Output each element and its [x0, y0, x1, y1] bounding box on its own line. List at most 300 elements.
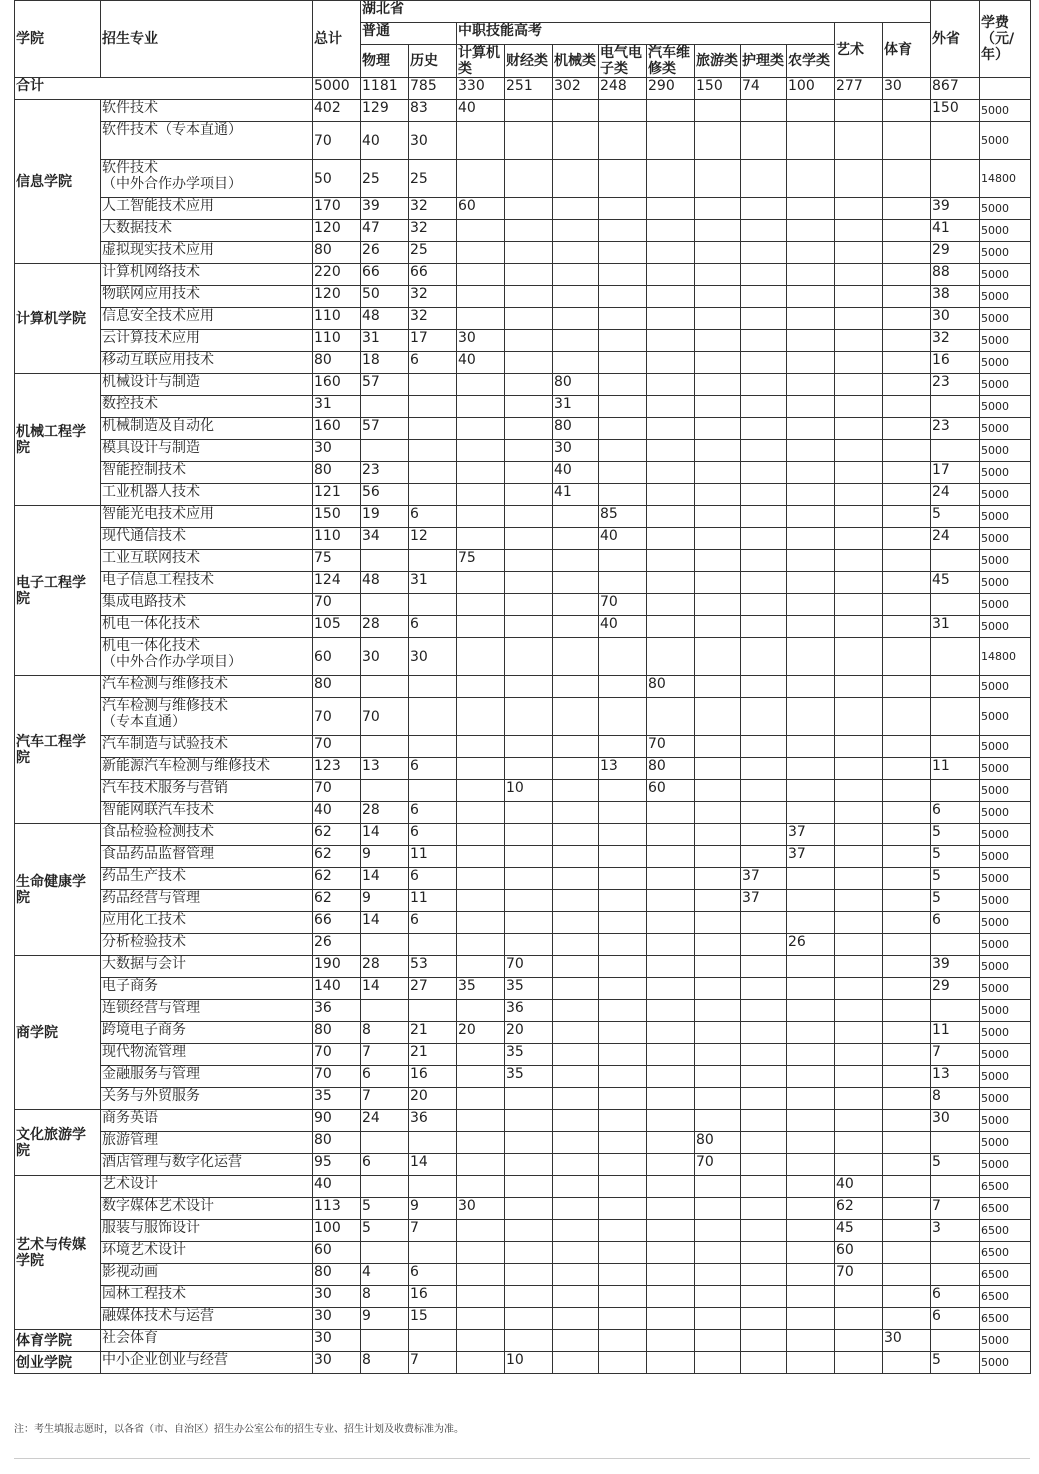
major-name: 汽车制造与试验技术 [102, 736, 228, 752]
quota-cell [505, 1110, 553, 1132]
major-cell [101, 934, 313, 956]
major-name: 机械设计与制造 [102, 374, 200, 390]
quota-cell: 19 [361, 506, 409, 528]
quota-cell [505, 1264, 553, 1286]
table-row [15, 1088, 1031, 1110]
quota-cell [787, 638, 835, 676]
quota-cell: 14 [361, 824, 409, 846]
quota-cell: 10 [505, 1352, 553, 1374]
table-row [15, 264, 1031, 286]
quota-cell [931, 736, 980, 758]
quota-cell [695, 352, 741, 374]
quota-cell [457, 1110, 505, 1132]
quota-cell [931, 934, 980, 956]
quota-cell [741, 440, 787, 462]
quota-cell [409, 736, 457, 758]
quota-cell [695, 758, 741, 780]
quota-cell: 30 [931, 1110, 980, 1132]
quota-cell [741, 736, 787, 758]
quota-cell [553, 1176, 599, 1198]
table-row [15, 1044, 1031, 1066]
table-row [15, 1022, 1031, 1044]
quota-cell [931, 122, 980, 160]
quota-cell: 14 [361, 868, 409, 890]
quota-cell: 23 [931, 418, 980, 440]
quota-cell [457, 462, 505, 484]
quota-cell [695, 528, 741, 550]
major-cell [101, 1220, 313, 1242]
quota-cell: 47 [361, 220, 409, 242]
quota-cell [741, 286, 787, 308]
quota-cell [599, 978, 647, 1000]
quota-cell [647, 1110, 695, 1132]
quota-cell: 40 [313, 1176, 361, 1198]
quota-cell: 30 [313, 1352, 361, 1374]
college-cell: 信息学院 [15, 100, 101, 264]
major-cell [101, 594, 313, 616]
quota-cell [883, 1132, 931, 1154]
major-name: 信息安全技术应用 [102, 308, 214, 324]
footnote: 注：考生填报志愿时，以各省（市、自治区）招生办公室公布的招生专业、招生计划及收费标准为准。 [14, 1424, 464, 1435]
quota-cell [741, 264, 787, 286]
quota-cell [883, 1044, 931, 1066]
quota-cell [741, 330, 787, 352]
quota-cell [599, 780, 647, 802]
quota-cell: 17 [931, 462, 980, 484]
quota-cell [553, 824, 599, 846]
totals-cell [980, 78, 1031, 100]
quota-cell: 5 [931, 506, 980, 528]
quota-cell [695, 1352, 741, 1374]
quota-cell [553, 572, 599, 594]
quota-cell [361, 1000, 409, 1022]
quota-cell [883, 374, 931, 396]
quota-cell [787, 1330, 835, 1352]
quota-cell [695, 198, 741, 220]
quota-cell [835, 220, 883, 242]
quota-cell [883, 676, 931, 698]
quota-cell [787, 1198, 835, 1220]
quota-cell [787, 1242, 835, 1264]
quota-cell [883, 264, 931, 286]
quota-cell [647, 330, 695, 352]
quota-cell [883, 868, 931, 890]
quota-cell [457, 616, 505, 638]
quota-cell: 80 [695, 1132, 741, 1154]
quota-cell [409, 374, 457, 396]
major-name: 云计算技术应用 [102, 330, 200, 346]
table-row [15, 912, 1031, 934]
quota-cell [835, 1022, 883, 1044]
quota-cell [553, 330, 599, 352]
major-cell [101, 676, 313, 698]
quota-cell [599, 286, 647, 308]
quota-cell [835, 802, 883, 824]
quota-cell: 7 [361, 1088, 409, 1110]
major-cell [101, 418, 313, 440]
major-name: 软件技术（专本直通） [102, 122, 242, 138]
major-name: 应用化工技术 [102, 912, 186, 928]
quota-cell [409, 1132, 457, 1154]
quota-cell [553, 160, 599, 198]
quota-cell [505, 638, 553, 676]
quota-cell [835, 824, 883, 846]
major-note: （中外合作办学项目） [102, 654, 242, 670]
quota-cell [695, 1308, 741, 1330]
quota-cell: 41 [931, 220, 980, 242]
quota-cell [787, 374, 835, 396]
quota-cell [505, 1308, 553, 1330]
quota-cell: 40 [553, 462, 599, 484]
quota-cell: 30 [313, 1308, 361, 1330]
quota-cell [787, 802, 835, 824]
quota-cell [457, 736, 505, 758]
quota-cell [647, 868, 695, 890]
major-cell [101, 1154, 313, 1176]
quota-cell [361, 550, 409, 572]
quota-cell: 5 [931, 1352, 980, 1374]
quota-cell: 24 [361, 1110, 409, 1132]
quota-cell: 110 [313, 330, 361, 352]
quota-cell [787, 122, 835, 160]
quota-cell [883, 220, 931, 242]
quota-cell [883, 594, 931, 616]
quota-cell [883, 934, 931, 956]
quota-cell [647, 1044, 695, 1066]
quota-cell [457, 1132, 505, 1154]
quota-cell [553, 912, 599, 934]
major-name: 集成电路技术 [102, 594, 186, 610]
header-vocational: 中职技能高考 [457, 23, 835, 45]
quota-cell [647, 1330, 695, 1352]
quota-cell [457, 374, 505, 396]
quota-cell: 10 [505, 780, 553, 802]
quota-cell [553, 868, 599, 890]
quota-cell: 11 [931, 1022, 980, 1044]
quota-cell [647, 978, 695, 1000]
quota-cell [741, 1066, 787, 1088]
quota-cell [883, 352, 931, 374]
quota-cell [409, 934, 457, 956]
quota-cell: 40 [313, 802, 361, 824]
quota-cell: 60 [835, 1242, 883, 1264]
quota-cell [883, 780, 931, 802]
quota-cell [553, 550, 599, 572]
quota-cell [409, 1330, 457, 1352]
major-cell [101, 912, 313, 934]
major-name: 机电一体化技术 [102, 638, 200, 654]
college-cell: 艺术与传媒学院 [15, 1176, 101, 1330]
quota-cell [741, 220, 787, 242]
quota-cell [787, 1088, 835, 1110]
quota-cell [787, 572, 835, 594]
quota-cell: 9 [361, 1308, 409, 1330]
major-name: 机械制造及自动化 [102, 418, 214, 434]
quota-cell [883, 638, 931, 676]
quota-cell [695, 220, 741, 242]
quota-cell [741, 122, 787, 160]
quota-cell: 70 [647, 736, 695, 758]
quota-cell [647, 286, 695, 308]
quota-cell [553, 780, 599, 802]
table-row [15, 1000, 1031, 1022]
quota-cell [599, 100, 647, 122]
quota-cell: 113 [313, 1198, 361, 1220]
fee-cell: 5000 [980, 506, 1031, 528]
quota-cell [457, 1154, 505, 1176]
quota-cell [553, 506, 599, 528]
quota-cell: 57 [361, 374, 409, 396]
table-row [15, 594, 1031, 616]
quota-cell: 18 [361, 352, 409, 374]
major-note: （专本直通） [102, 714, 186, 730]
table-row [15, 1220, 1031, 1242]
quota-cell [361, 594, 409, 616]
quota-cell [787, 1308, 835, 1330]
quota-cell [835, 846, 883, 868]
quota-cell [599, 550, 647, 572]
quota-cell [695, 572, 741, 594]
major-cell [101, 780, 313, 802]
quota-cell [695, 1330, 741, 1352]
major-cell [101, 1330, 313, 1352]
quota-cell [647, 802, 695, 824]
quota-cell [409, 1176, 457, 1198]
quota-cell [741, 912, 787, 934]
quota-cell [647, 308, 695, 330]
quota-cell: 50 [313, 160, 361, 198]
quota-cell [835, 698, 883, 736]
table-row [15, 1066, 1031, 1088]
major-cell [101, 286, 313, 308]
quota-cell: 95 [313, 1154, 361, 1176]
quota-cell [553, 676, 599, 698]
quota-cell [361, 676, 409, 698]
quota-cell [835, 1088, 883, 1110]
quota-cell [599, 572, 647, 594]
fee-cell: 5000 [980, 308, 1031, 330]
quota-cell [741, 780, 787, 802]
quota-cell [457, 1352, 505, 1374]
quota-cell [695, 100, 741, 122]
quota-cell: 32 [409, 198, 457, 220]
quota-cell [505, 1330, 553, 1352]
quota-cell [647, 1022, 695, 1044]
quota-cell [599, 308, 647, 330]
quota-cell [883, 242, 931, 264]
quota-cell: 121 [313, 484, 361, 506]
major-cell [101, 462, 313, 484]
college-cell: 文化旅游学院 [15, 1110, 101, 1176]
table-row [15, 220, 1031, 242]
quota-cell [409, 1000, 457, 1022]
quota-cell [883, 1242, 931, 1264]
quota-cell [599, 846, 647, 868]
quota-cell [361, 736, 409, 758]
totals-cell: 302 [553, 78, 599, 100]
quota-cell: 31 [553, 396, 599, 418]
quota-cell [599, 1110, 647, 1132]
quota-cell [741, 418, 787, 440]
divider [14, 1458, 1030, 1459]
quota-cell [647, 220, 695, 242]
major-name: 金融服务与管理 [102, 1066, 200, 1082]
fee-cell: 5000 [980, 676, 1031, 698]
quota-cell [835, 242, 883, 264]
quota-cell [695, 676, 741, 698]
quota-cell [457, 868, 505, 890]
major-cell [101, 1044, 313, 1066]
quota-cell [931, 698, 980, 736]
quota-cell [361, 780, 409, 802]
major-cell [101, 638, 313, 676]
quota-cell: 9 [409, 1198, 457, 1220]
fee-cell: 5000 [980, 736, 1031, 758]
table-row [15, 1198, 1031, 1220]
quota-cell [741, 1220, 787, 1242]
quota-cell: 6 [361, 1154, 409, 1176]
quota-cell: 6 [931, 1286, 980, 1308]
quota-cell: 8 [931, 1088, 980, 1110]
quota-cell [457, 780, 505, 802]
quota-cell [695, 1022, 741, 1044]
quota-cell [787, 676, 835, 698]
quota-cell [835, 122, 883, 160]
table-row [15, 374, 1031, 396]
quota-cell [931, 638, 980, 676]
quota-cell: 24 [931, 528, 980, 550]
quota-cell [835, 330, 883, 352]
quota-cell [553, 220, 599, 242]
fee-cell: 5000 [980, 824, 1031, 846]
quota-cell: 80 [313, 462, 361, 484]
header-physics: 物理 [361, 45, 409, 78]
table-row [15, 198, 1031, 220]
fee-cell: 5000 [980, 934, 1031, 956]
quota-cell [457, 440, 505, 462]
fee-cell: 5000 [980, 374, 1031, 396]
quota-cell [741, 528, 787, 550]
major-name: 分析检验技术 [102, 934, 186, 950]
quota-cell: 40 [599, 616, 647, 638]
quota-cell [741, 1110, 787, 1132]
table-row [15, 698, 1031, 736]
quota-cell: 57 [361, 418, 409, 440]
quota-cell [457, 638, 505, 676]
quota-cell [647, 572, 695, 594]
quota-cell: 45 [931, 572, 980, 594]
quota-cell [553, 1110, 599, 1132]
quota-cell [695, 1242, 741, 1264]
quota-cell: 5 [361, 1198, 409, 1220]
fee-cell: 5000 [980, 100, 1031, 122]
quota-cell [457, 956, 505, 978]
quota-cell: 11 [409, 890, 457, 912]
quota-cell [787, 1022, 835, 1044]
quota-cell [553, 1154, 599, 1176]
fee-cell: 5000 [980, 780, 1031, 802]
major-cell [101, 736, 313, 758]
major-name: 药品经营与管理 [102, 890, 200, 906]
quota-cell [883, 1264, 931, 1286]
quota-cell [835, 528, 883, 550]
quota-cell [883, 484, 931, 506]
major-name: 智能控制技术 [102, 462, 186, 478]
quota-cell [835, 956, 883, 978]
major-name: 跨境电子商务 [102, 1022, 186, 1038]
quota-cell [647, 934, 695, 956]
quota-cell [505, 1132, 553, 1154]
quota-cell: 35 [457, 978, 505, 1000]
quota-cell [931, 550, 980, 572]
quota-cell: 6 [409, 912, 457, 934]
header-cat-fin: 财经类 [505, 45, 553, 78]
quota-cell [787, 198, 835, 220]
quota-cell [835, 440, 883, 462]
quota-cell [695, 1088, 741, 1110]
header-cat-elec: 电气电子类 [599, 45, 647, 78]
quota-cell [553, 1330, 599, 1352]
quota-cell: 6 [409, 616, 457, 638]
table-row [15, 676, 1031, 698]
quota-cell [599, 1176, 647, 1198]
quota-cell [695, 374, 741, 396]
quota-cell [553, 736, 599, 758]
quota-cell [787, 736, 835, 758]
quota-cell [647, 528, 695, 550]
quota-cell: 21 [409, 1022, 457, 1044]
major-name: 计算机网络技术 [102, 264, 200, 280]
quota-cell [695, 868, 741, 890]
quota-cell [553, 594, 599, 616]
quota-cell [409, 594, 457, 616]
totals-cell: 100 [787, 78, 835, 100]
fee-cell: 5000 [980, 330, 1031, 352]
fee-cell: 5000 [980, 698, 1031, 736]
quota-cell: 25 [361, 160, 409, 198]
major-cell [101, 1286, 313, 1308]
college-cell: 汽车工程学院 [15, 676, 101, 824]
quota-cell [835, 780, 883, 802]
quota-cell [741, 374, 787, 396]
table-row [15, 1110, 1031, 1132]
fee-cell: 5000 [980, 220, 1031, 242]
quota-cell [457, 506, 505, 528]
quota-cell: 37 [741, 890, 787, 912]
fee-cell: 5000 [980, 1066, 1031, 1088]
header-college: 学院 [15, 1, 101, 78]
quota-cell [883, 572, 931, 594]
quota-cell [835, 1000, 883, 1022]
quota-cell [457, 1044, 505, 1066]
major-cell [101, 506, 313, 528]
quota-cell [787, 1000, 835, 1022]
quota-cell [695, 264, 741, 286]
quota-cell [741, 676, 787, 698]
header-cat-agri: 农学类 [787, 45, 835, 78]
quota-cell [883, 890, 931, 912]
quota-cell: 30 [409, 638, 457, 676]
quota-cell: 16 [931, 352, 980, 374]
major-cell [101, 890, 313, 912]
major-name: 融媒体技术与运营 [102, 1308, 214, 1324]
quota-cell [457, 1308, 505, 1330]
quota-cell [787, 1220, 835, 1242]
major-cell [101, 1110, 313, 1132]
quota-cell [835, 1132, 883, 1154]
quota-cell [741, 616, 787, 638]
quota-cell [553, 1044, 599, 1066]
